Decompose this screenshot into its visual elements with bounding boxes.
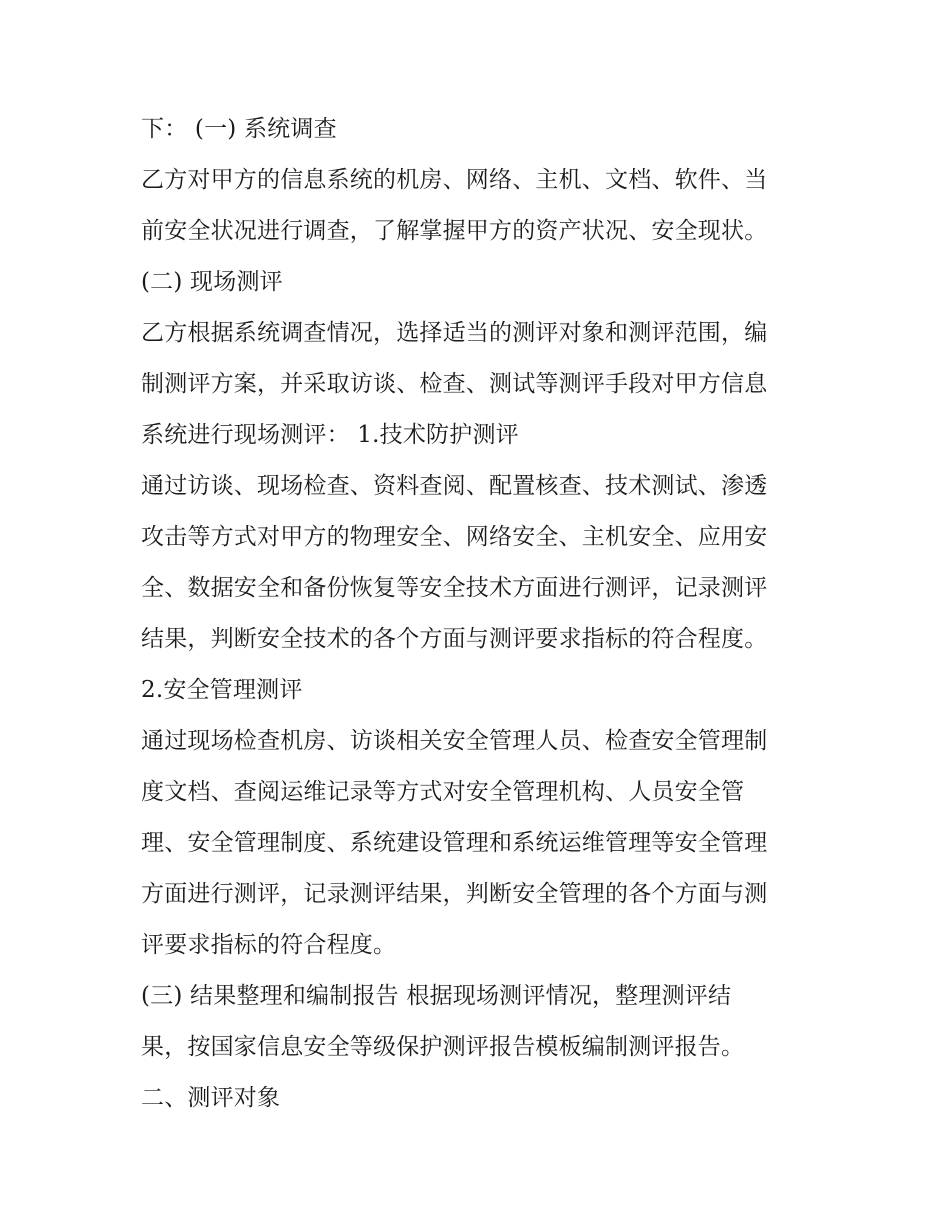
text-line: 方面进行测评，记录测评结果，判断安全管理的各个方面与测 bbox=[141, 881, 768, 907]
text-line: 制测评方案，并采取访谈、检查、测试等测评手段对甲方信息 bbox=[141, 371, 768, 397]
text-line: 乙方对甲方的信息系统的机房、网络、主机、文档、软件、当 bbox=[141, 167, 768, 193]
text-line: 攻击等方式对甲方的物理安全、网络安全、主机安全、应用安 bbox=[141, 524, 768, 550]
section-three-heading: (三) 结果整理和编制报告 根据现场测评情况，整理测评结 bbox=[141, 983, 732, 1009]
text-line: 评要求指标的符合程度。 bbox=[141, 932, 397, 958]
text-line: 结果，判断安全技术的各个方面与测评要求指标的符合程度。 bbox=[141, 626, 768, 652]
section-two-heading: (二) 现场测评 bbox=[141, 269, 283, 295]
text-line: 乙方根据系统调查情况，选择适当的测评对象和测评范围，编 bbox=[141, 320, 768, 346]
text-line: 系统进行现场测评： 1.技术防护测评 bbox=[141, 422, 519, 448]
document-body bbox=[141, 104, 817, 1124]
subsection-heading-management: 2.安全管理测评 bbox=[141, 677, 303, 703]
chapter-two-heading: 二、测评对象 bbox=[141, 1085, 281, 1111]
text-line: 全、数据安全和备份恢复等安全技术方面进行测评，记录测评 bbox=[141, 575, 768, 601]
text-line: 通过现场检查机房、访谈相关安全管理人员、检查安全管理制 bbox=[141, 728, 768, 754]
text-line: 通过访谈、现场检查、资料查阅、配置核查、技术测试、渗透 bbox=[141, 473, 768, 499]
text-line: 果，按国家信息安全等级保护测评报告模板编制测评报告。 bbox=[141, 1034, 745, 1060]
line-section-one-heading: 下： (一) 系统调查 bbox=[141, 116, 337, 142]
text-line: 理、安全管理制度、系统建设管理和系统运维管理等安全管理 bbox=[141, 830, 768, 856]
text-line: 度文档、查阅运维记录等方式对安全管理机构、人员安全管 bbox=[141, 779, 745, 805]
text-line: 前安全状况进行调查，了解掌握甲方的资产状况、安全现状。 bbox=[141, 218, 768, 244]
